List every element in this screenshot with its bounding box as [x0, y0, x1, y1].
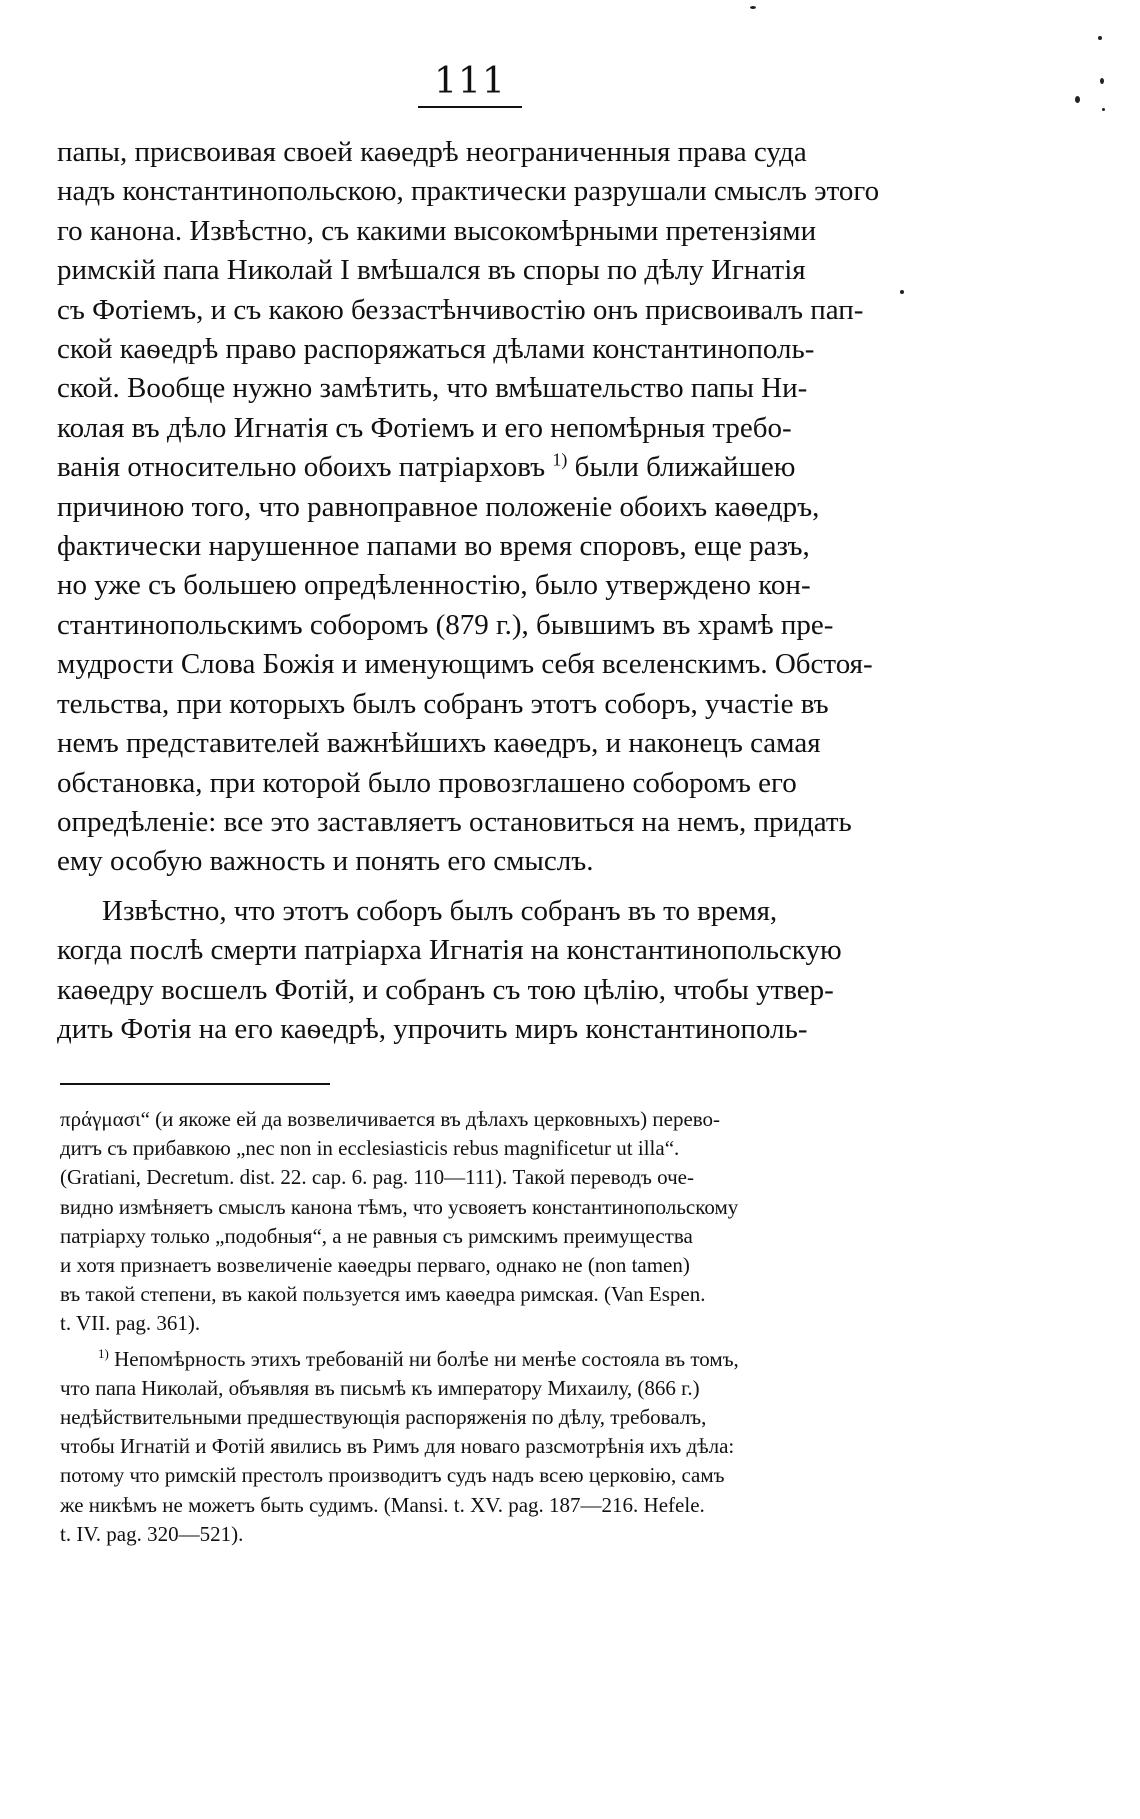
- text-line: [57, 448, 887, 487]
- footnote-line: что папа Николай, объявляя въ письмѣ къ императору Михаилу, (866 г.): [60, 1375, 700, 1400]
- text-line: Извѣстно, что этотъ соборъ былъ собранъ въ то время,: [102, 894, 778, 927]
- text-line: мудрости Слова Божія и именующимъ себя вселенскимъ. Обстоя-: [57, 648, 873, 681]
- footnote-line: потому что римскій престолъ производитъ судъ надъ всею церковію, самъ: [60, 1463, 725, 1488]
- footnote-reference: 1): [552, 449, 568, 470]
- footnote-line: πράγμασι“ (и якоже ей да возвеличивается въ дѣлахъ церковныхъ) перево-: [60, 1107, 721, 1131]
- text-line: когда послѣ смерти патріарха Игнатія на константинопольскую: [57, 934, 842, 967]
- text-line: но уже съ большею опредѣленностію, было утверждено кон-: [57, 569, 811, 602]
- text-line: съ Фотіемъ, и съ какою беззастѣнчивостію онъ присвоивалъ пап-: [57, 293, 864, 326]
- footnote-line: (Gratiani, Decretum. dist. 22. cap. 6. pag. 110—111). Такой переводъ оче-: [60, 1165, 694, 1190]
- text-line: дить Фотія на его каѳедрѣ, упрочить миръ константинополь-: [57, 1012, 808, 1045]
- footnote-line: патріарху только „подобныя“, а не равныя съ римскимъ преимущества: [60, 1223, 693, 1248]
- text-line: колая въ дѣло Игнатія съ Фотіемъ и его непомѣрныя требо-: [57, 411, 792, 444]
- footnote-line: видно измѣняетъ смыслъ канона тѣмъ, что усвояетъ константинопольскому: [60, 1194, 739, 1219]
- scan-speck: [1100, 78, 1104, 84]
- text-line-part: ванія относительно обоихъ патріарховъ: [57, 451, 546, 484]
- scan-speck: [1102, 108, 1105, 111]
- text-line: немъ представителей важнѣйшихъ каѳедръ, и наконецъ самая: [57, 727, 821, 760]
- paragraph-gap: [57, 882, 887, 892]
- text-line: опредѣленіе: все это заставляетъ остановиться на немъ, придать: [57, 805, 852, 838]
- footnote-line: въ такой степени, въ какой пользуется имъ каѳедра римская. (Van Espen.: [60, 1282, 706, 1307]
- footnote-line: же никѣмъ не можетъ быть судимъ. (Mansi. t. XV. pag. 187—216. Hefele.: [60, 1492, 705, 1517]
- footnote-text: Непомѣрность этихъ требованій ни болѣе ни менѣе состояла въ томъ,: [114, 1346, 739, 1371]
- footnote-line: t. VII. pag. 361).: [60, 1311, 201, 1336]
- main-text: [57, 133, 887, 1049]
- text-line: обстановка, при которой было провозглашено соборомъ его: [57, 766, 797, 799]
- page-number: 111: [434, 61, 506, 102]
- text-line: папы, присвоивая своей каѳедрѣ неограниченныя права суда: [57, 136, 807, 168]
- footnote-marker: 1): [98, 1345, 109, 1361]
- footnote-line: t. IV. pag. 320—521).: [60, 1521, 244, 1546]
- text-line: стантинопольскимъ соборомъ (879 г.), бывшимъ въ храмѣ пре-: [57, 608, 834, 641]
- text-line: фактически нарушенное папами во время споровъ, еще разъ,: [57, 530, 810, 563]
- footnote-separator: [60, 1083, 330, 1085]
- scan-speck: [1075, 96, 1080, 103]
- text-line: ему особую важность и понять его смыслъ.: [57, 845, 594, 878]
- page-number-underline: [418, 106, 522, 108]
- scan-speck: [900, 290, 904, 294]
- footnote-line: [60, 1345, 885, 1374]
- footnote-line: чтобы Игнатій и Фотій явились въ Римъ для новаго разсмотрѣнія ихъ дѣла:: [60, 1434, 735, 1459]
- text-line: римскій папа Николай I вмѣшался въ споры по дѣлу Игнатія: [57, 254, 806, 287]
- scan-speck: [750, 6, 756, 9]
- footnote-line: недѣйствительными предшествующія распоряженія по дѣлу, требовалъ,: [60, 1405, 707, 1430]
- text-line: го канона. Извѣстно, съ какими высокомѣрными претензіями: [57, 214, 817, 247]
- footnotes: [60, 1105, 885, 1549]
- text-line: тельства, при которыхъ былъ собранъ этотъ соборъ, участіе въ: [57, 687, 829, 720]
- text-line: ской каѳедрѣ право распоряжаться дѣлами константинополь-: [57, 333, 815, 366]
- text-line: надъ константинопольскою, практически разрушали смыслъ этого: [57, 175, 880, 208]
- text-line: каѳедру восшелъ Фотій, и собранъ съ тою цѣлію, чтобы утвер-: [57, 973, 834, 1006]
- text-line-part: были ближайшею: [574, 451, 796, 484]
- footnote-line: и хотя признаетъ возвеличеніе каѳедры перваго, однако не (non tamen): [60, 1253, 690, 1278]
- text-line: ской. Вообще нужно замѣтить, что вмѣшательство папы Ни-: [57, 372, 808, 405]
- text-line: причиною того, что равноправное положеніе обоихъ каѳедръ,: [57, 490, 820, 523]
- scan-speck: [1098, 36, 1102, 40]
- footnote-line: дитъ съ прибавкою „nec non in ecclesiasticis rebus magnificetur ut illa“.: [60, 1136, 680, 1161]
